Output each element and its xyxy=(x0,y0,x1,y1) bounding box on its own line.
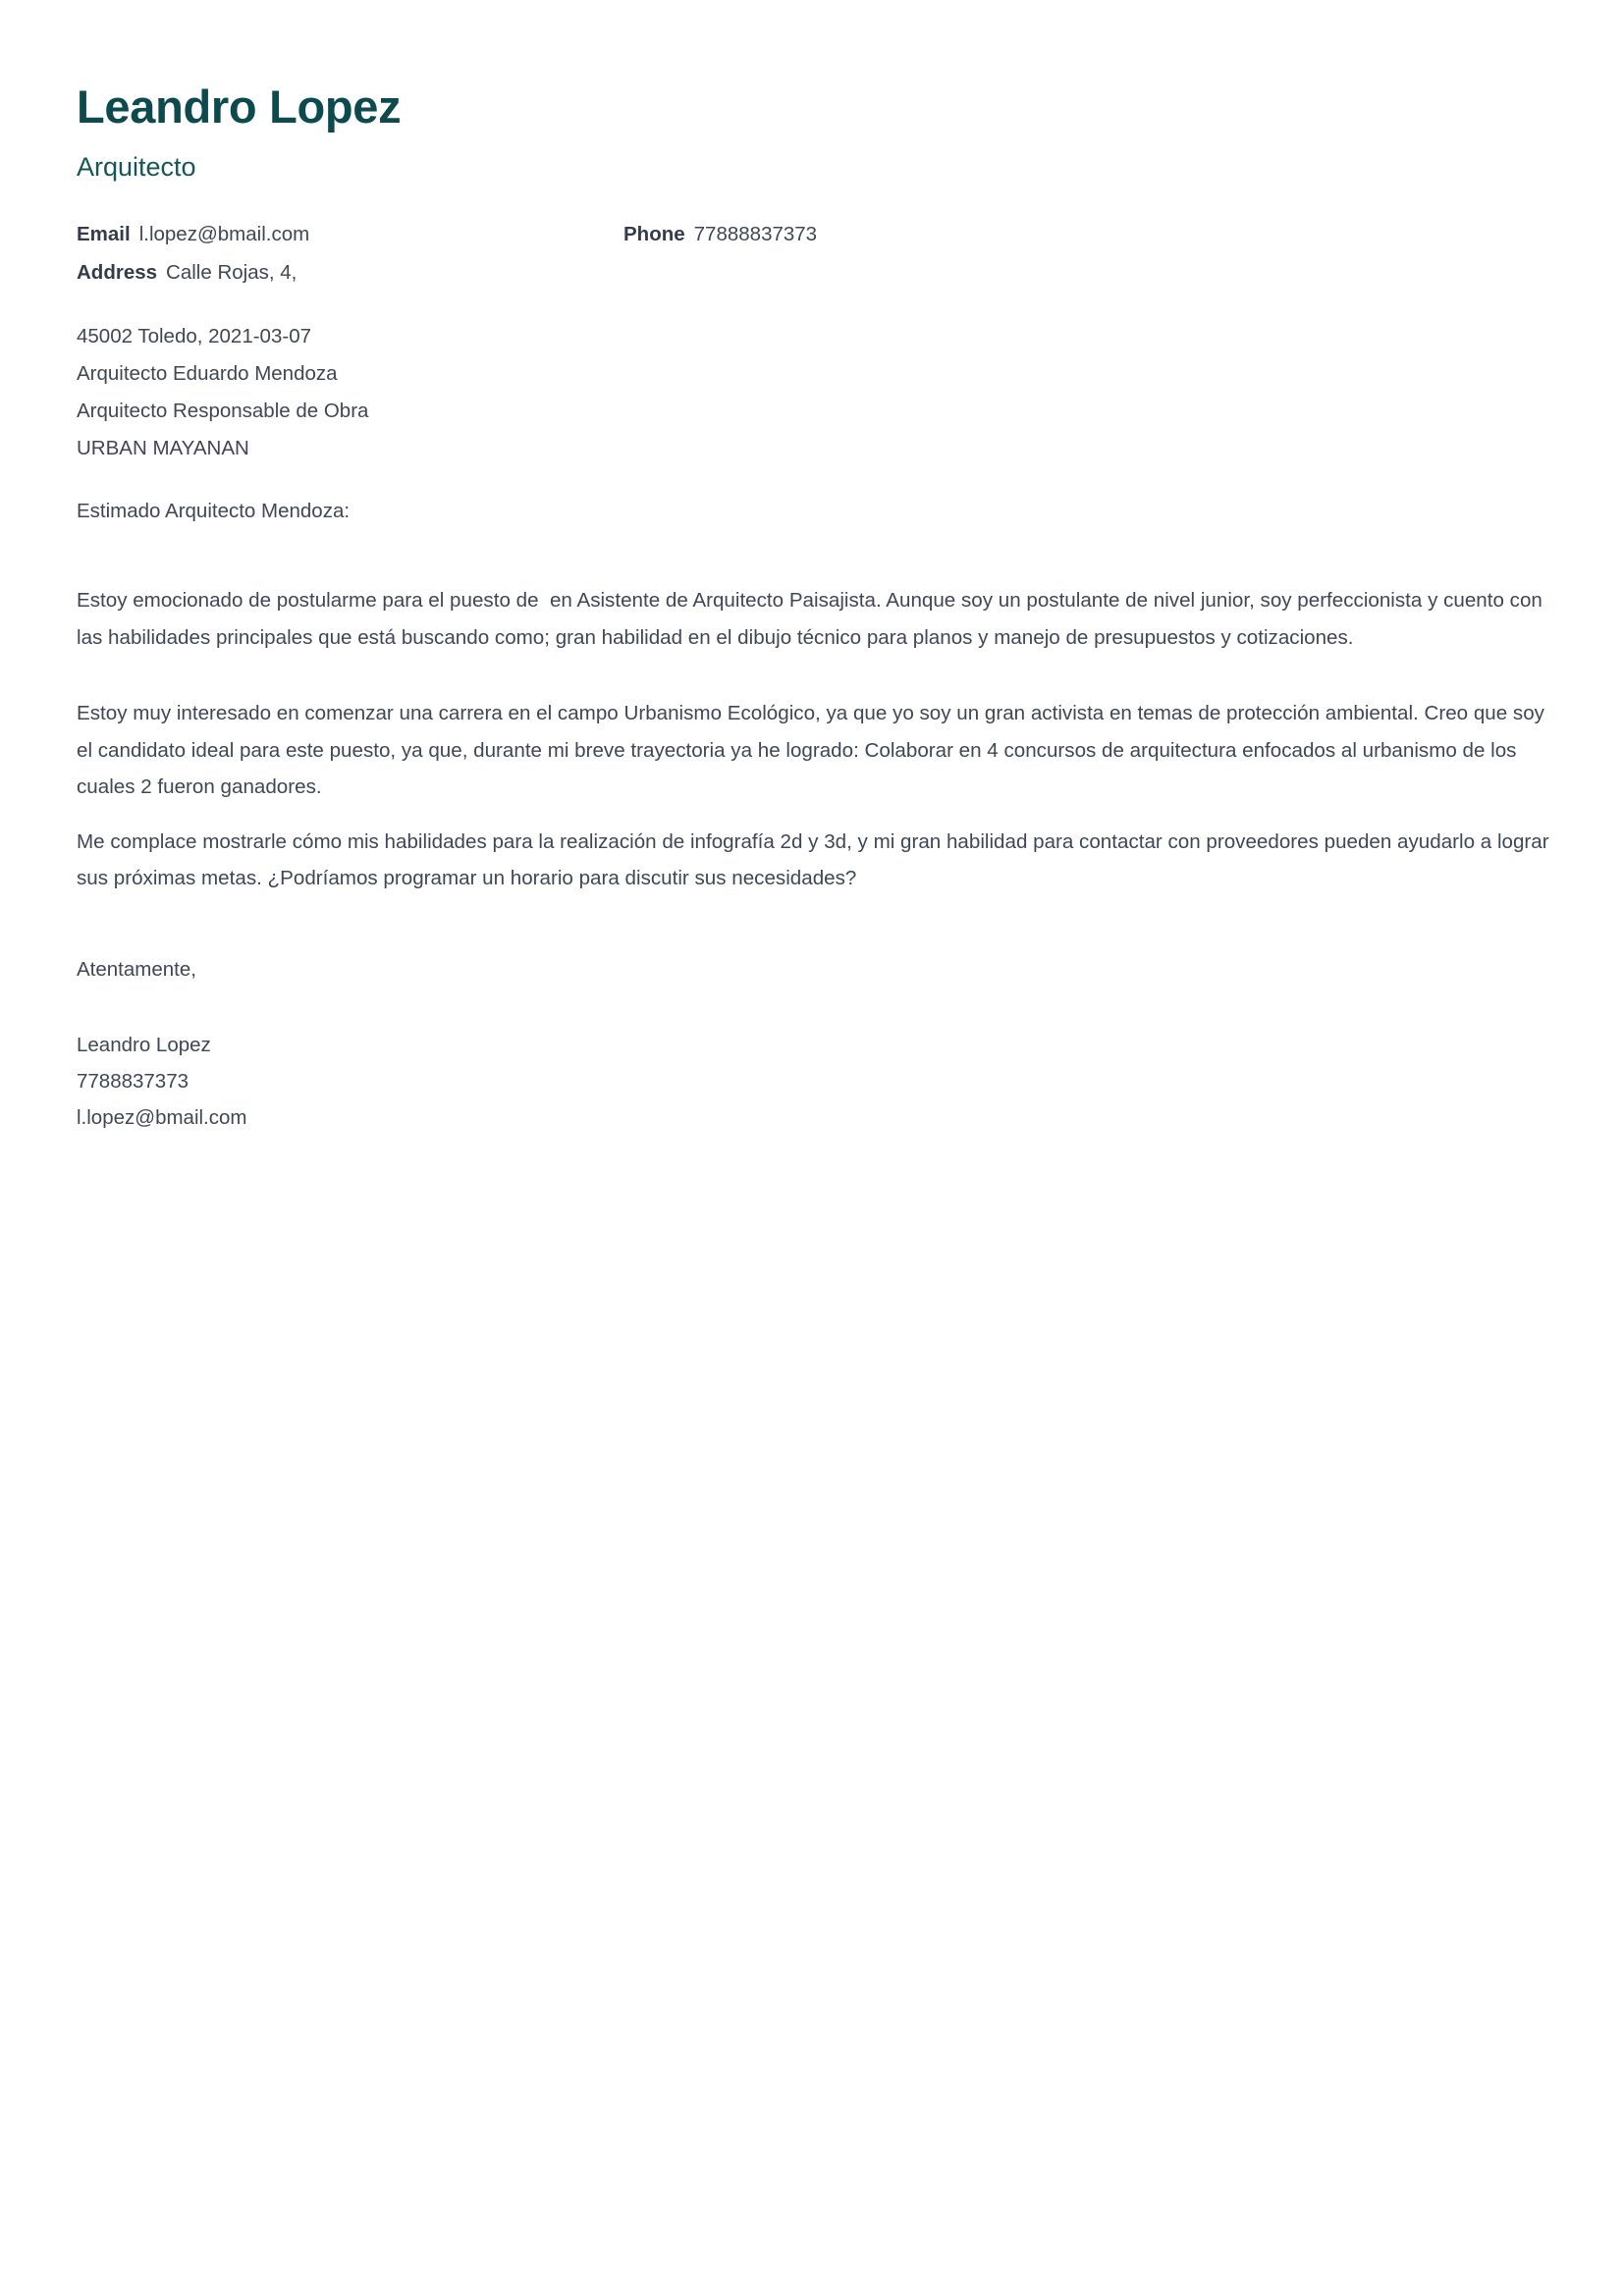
recipient-line-company: URBAN MAYANAN xyxy=(77,437,249,460)
email-value[interactable]: l.lopez@bmail.com xyxy=(138,223,310,246)
contact-row-email-phone xyxy=(77,215,1561,253)
letter-content-area xyxy=(77,0,1561,1136)
body-paragraph-2: Estoy muy interesado en comenzar una carrera en el campo Urbanismo Ecológico, ya que yo soy un gran activista en temas de protección ambiental. Creo que soy el candidato ideal para este puesto, ya que, durante mi breve trayectoria ya he logrado: Colaborar en 4 concursos de arquitectura enfocados al urbanismo de los cuales 2 fueron ganadores. xyxy=(77,702,1550,799)
contact-email xyxy=(77,215,309,253)
letter-header xyxy=(77,0,1561,183)
phone-value[interactable]: 77888837373 xyxy=(693,223,818,246)
applicant-name: Leandro Lopez xyxy=(77,80,402,133)
address-label: Address xyxy=(77,261,158,285)
signature-phone[interactable]: 7788837373 xyxy=(77,1069,189,1093)
contact-phone xyxy=(623,215,817,253)
phone-label: Phone xyxy=(623,223,685,246)
signature-email[interactable]: l.lopez@bmail.com xyxy=(77,1105,247,1129)
valediction: Atentamente, xyxy=(77,957,196,981)
closing-block xyxy=(77,951,1561,1136)
recipient-line-role: Arquitecto Responsable de Obra xyxy=(77,400,369,423)
letter-body xyxy=(77,582,1561,897)
email-label: Email xyxy=(77,223,131,246)
signature-block xyxy=(77,1027,1561,1136)
contact-details xyxy=(77,215,1561,292)
applicant-job-title: Arquitecto xyxy=(77,151,196,182)
body-paragraph-3: Me complace mostrarle cómo mis habilidades para la realización de infografía 2d y 3d, y mi gran habilidad para contactar con proveedores pueden ayudarlo a lograr sus próximas metas. ¿Podríamos programar un horario para discutir sus necesidades? xyxy=(77,829,1555,890)
address-value: Calle Rojas, 4, xyxy=(166,261,298,285)
recipient-line-name: Arquitecto Eduardo Mendoza xyxy=(77,362,338,386)
contact-address xyxy=(77,253,297,292)
recipient-line-location-date: 45002 Toledo, 2021-03-07 xyxy=(77,325,311,348)
salutation: Estimado Arquitecto Mendoza: xyxy=(77,500,351,523)
body-paragraph-1: Estoy emocionado de postularme para el puesto de en Asistente de Arquitecto Paisajista. Aunque soy un postulante de nivel junior, soy perfeccionista y cuento con las habilidades principales que está buscando como; gran habilidad en el dibujo técnico para planos y manejo de presupuestos y cotizaciones. xyxy=(77,589,1548,649)
signature-name: Leandro Lopez xyxy=(77,1033,211,1056)
contact-row-address xyxy=(77,253,1561,292)
recipient-block xyxy=(77,318,1561,467)
